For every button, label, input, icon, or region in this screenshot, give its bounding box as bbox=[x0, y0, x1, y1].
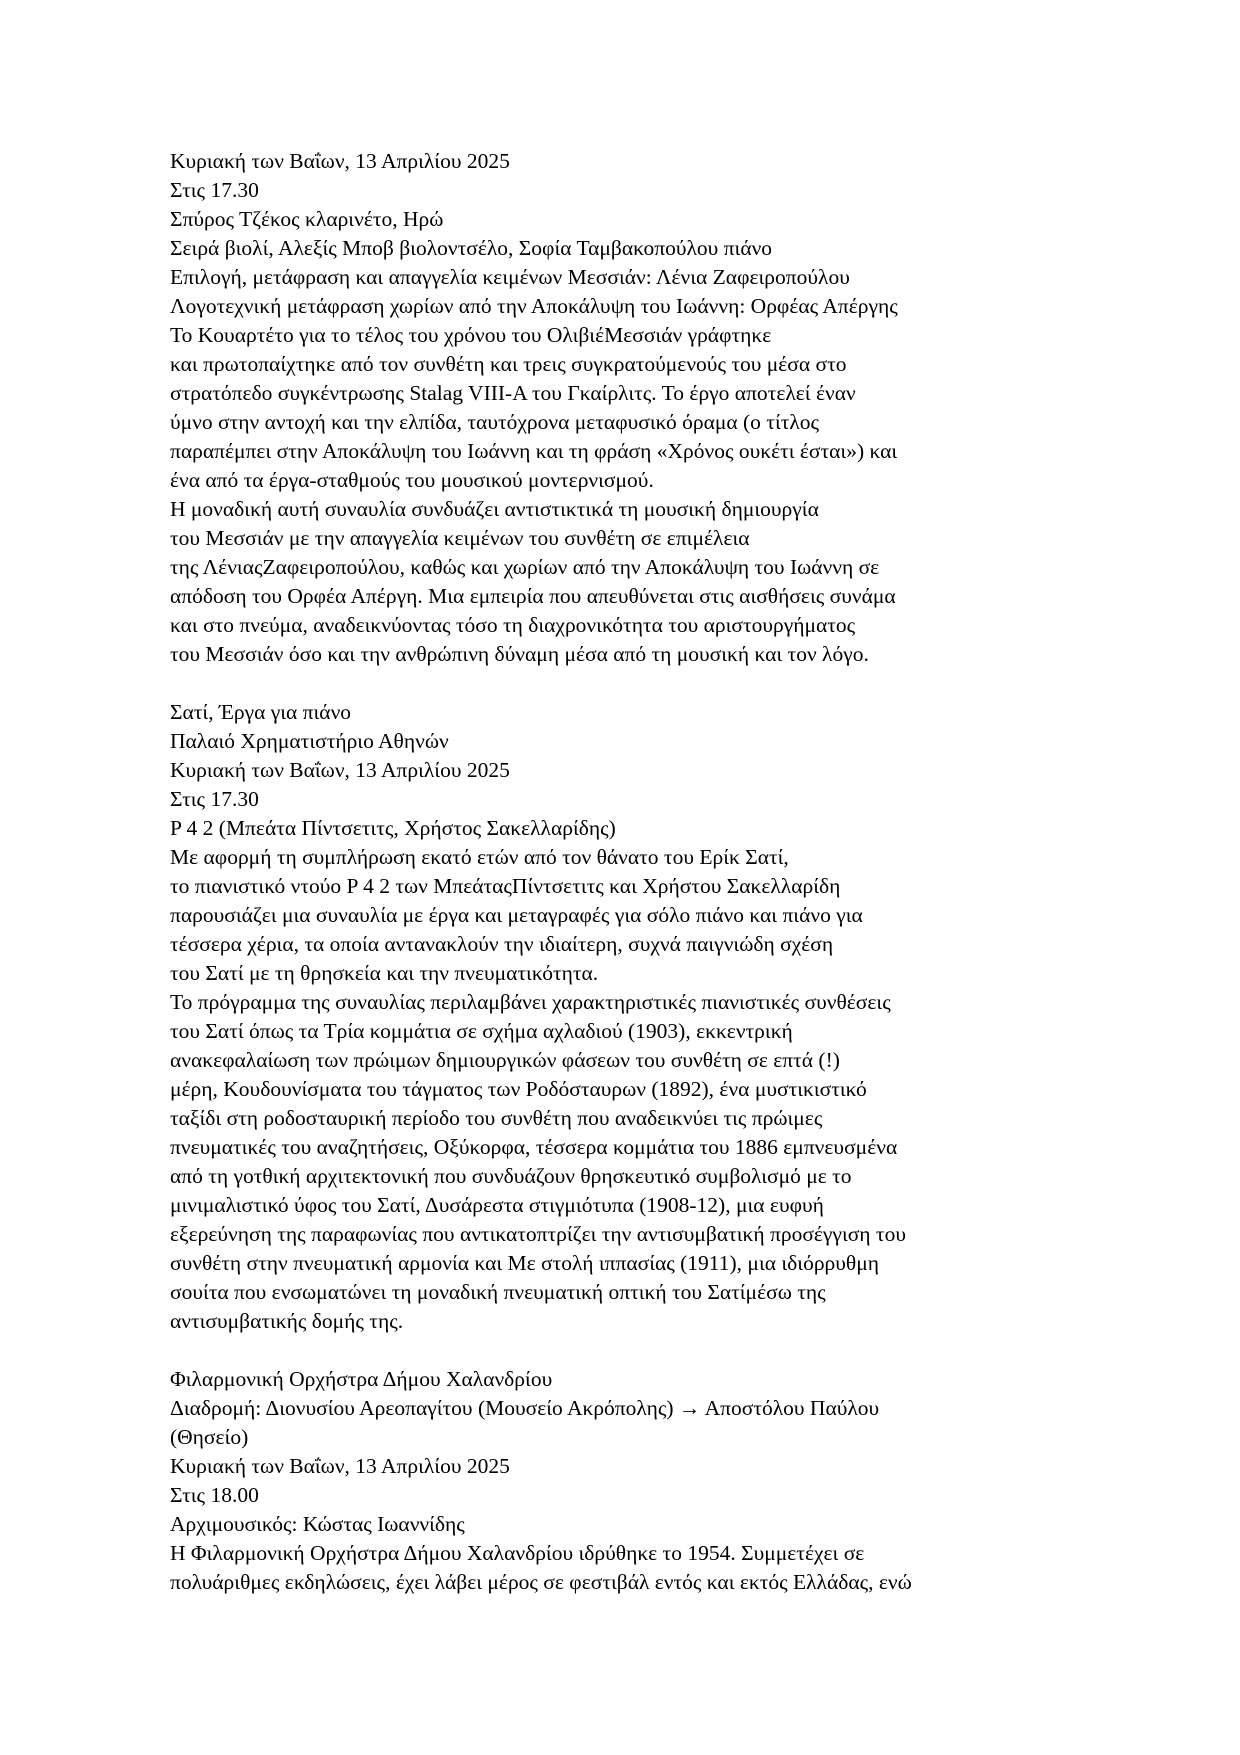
text-line: Σειρά βιολί, Αλεξίς Μποβ βιολοντσέλο, Σοφία Ταμβακοπούλου πιάνο bbox=[170, 236, 773, 260]
text-line: Η Φιλαρμονική Ορχήστρα Δήμου Χαλανδρίου ιδρύθηκε το 1954. Συμμετέχει σε bbox=[170, 1541, 865, 1565]
text-line: Διαδρομή: Διονυσίου Αρεοπαγίτου (Μουσείο Ακρόπολης) → Αποστόλου Παύλου bbox=[170, 1396, 880, 1420]
text-line: Σπύρος Τζέκος κλαρινέτο, Ηρώ bbox=[170, 207, 444, 231]
text-line: τέσσερα χέρια, τα οποία αντανακλούν την ιδιαίτερη, συχνά παιγνιώδη σχέση bbox=[170, 932, 834, 956]
text-line: Κυριακή των Βαΐων, 13 Απριλίου 2025 bbox=[170, 149, 510, 173]
text-line: P 4 2 (Μπεάτα Πίντσετιτς, Χρήστος Σακελλαρίδης) bbox=[170, 816, 616, 840]
text-line: παρουσιάζει μια συναυλία με έργα και μεταγραφές για σόλο πιάνο και πιάνο για bbox=[170, 903, 863, 927]
text-line: του Σατί όπως τα Τρία κομμάτια σε σχήμα αχλαδιού (1903), εκκεντρική bbox=[170, 1019, 793, 1043]
text-line: Το πρόγραμμα της συναυλίας περιλαμβάνει χαρακτηριστικές πιανιστικές συνθέσεις bbox=[170, 990, 891, 1014]
text-line: από τη γοτθική αρχιτεκτονική που συνδυάζουν θρησκευτικό συμβολισμό με το bbox=[170, 1164, 852, 1188]
text-line: ανακεφαλαίωση των πρώιμων δημιουργικών φάσεων του συνθέτη σε επτά (!) bbox=[170, 1048, 840, 1072]
text-line: μινιμαλιστικό ύφος του Σατί, Δυσάρεστα στιγμιότυπα (1908-12), μια ευφυή bbox=[170, 1193, 824, 1217]
document-content bbox=[170, 147, 1130, 1597]
text-line: Το Κουαρτέτο για το τέλος του χρόνου του ΟλιβιέΜεσσιάν γράφτηκε bbox=[170, 323, 772, 347]
text-line: ένα από τα έργα-σταθμούς του μουσικού μοντερνισμού. bbox=[170, 468, 654, 492]
event-section-1 bbox=[170, 147, 1130, 669]
text-line: Επιλογή, μετάφραση και απαγγελία κειμένων Μεσσιάν: Λένια Ζαφειροπούλου bbox=[170, 265, 850, 289]
text-line: απόδοση του Ορφέα Απέργη. Μια εμπειρία που απευθύνεται στις αισθήσεις συνάμα bbox=[170, 584, 896, 608]
text-line: εξερεύνηση της παραφωνίας που αντικατοπτρίζει την αντισυμβατική προσέγγιση του bbox=[170, 1222, 906, 1246]
text-line: του Μεσσιάν όσο και την ανθρώπινη δύναμη μέσα από τη μουσική και τον λόγο. bbox=[170, 642, 869, 666]
text-line: στρατόπεδο συγκέντρωσης Stalag VIII-A του Γκαίρλιτς. Το έργο αποτελεί έναν bbox=[170, 381, 856, 405]
text-line: μέρη, Κουδουνίσματα του τάγματος των Ροδόσταυρων (1892), ένα μυστικιστικό bbox=[170, 1077, 867, 1101]
text-line: Κυριακή των Βαΐων, 13 Απριλίου 2025 bbox=[170, 1454, 510, 1478]
text-line: της ΛένιαςΖαφειροπούλου, καθώς και χωρίων από την Αποκάλυψη του Ιωάννη σε bbox=[170, 555, 880, 579]
text-line: πολυάριθμες εκδηλώσεις, έχει λάβει μέρος σε φεστιβάλ εντός και εκτός Ελλάδας, ενώ bbox=[170, 1570, 912, 1594]
text-line: Στις 18.00 bbox=[170, 1483, 259, 1507]
text-line: και στο πνεύμα, αναδεικνύοντας τόσο τη διαχρονικότητα του αριστουργήματος bbox=[170, 613, 856, 637]
text-line: Στις 17.30 bbox=[170, 787, 259, 811]
text-line: Φιλαρμονική Ορχήστρα Δήμου Χαλανδρίου bbox=[170, 1367, 553, 1391]
text-line: πνευματικές του αναζητήσεις, Οξύκορφα, τέσσερα κομμάτια του 1886 εμπνευσμένα bbox=[170, 1135, 898, 1159]
text-line: ύμνο στην αντοχή και την ελπίδα, ταυτόχρονα μεταφυσικό όραμα (ο τίτλος bbox=[170, 410, 820, 434]
text-line: το πιανιστικό ντούο P 4 2 των ΜπεάταςΠίντσετιτς και Χρήστου Σακελλαρίδη bbox=[170, 874, 841, 898]
text-line: του Μεσσιάν με την απαγγελία κειμένων του συνθέτη σε επιμέλεια bbox=[170, 526, 750, 550]
text-line: συνθέτη στην πνευματική αρμονία και Με στολή ιππασίας (1911), μια ιδιόρρυθμη bbox=[170, 1251, 879, 1275]
text-line: (Θησείο) bbox=[170, 1425, 249, 1449]
text-line: Με αφορμή τη συμπλήρωση εκατό ετών από τον θάνατο του Ερίκ Σατί, bbox=[170, 845, 789, 869]
text-line: παραπέμπει στην Αποκάλυψη του Ιωάννη και τη φράση «Χρόνος ουκέτι έσται») και bbox=[170, 439, 898, 463]
text-line: και πρωτοπαίχτηκε από τον συνθέτη και τρεις συγκρατούμενούς του μέσα στο bbox=[170, 352, 847, 376]
event-section-3 bbox=[170, 1365, 1130, 1597]
text-line: Στις 17.30 bbox=[170, 178, 259, 202]
text-line: Παλαιό Χρηματιστήριο Αθηνών bbox=[170, 729, 449, 753]
text-line: Λογοτεχνική μετάφραση χωρίων από την Αποκάλυψη του Ιωάννη: Ορφέας Απέργης bbox=[170, 294, 898, 318]
event-section-2 bbox=[170, 698, 1130, 1336]
text-line: σουίτα που ενσωματώνει τη μοναδική πνευματική οπτική του Σατίμέσω της bbox=[170, 1280, 826, 1304]
text-line: Κυριακή των Βαΐων, 13 Απριλίου 2025 bbox=[170, 758, 510, 782]
text-line: του Σατί με τη θρησκεία και την πνευματικότητα. bbox=[170, 961, 599, 985]
text-line: αντισυμβατικής δομής της. bbox=[170, 1309, 404, 1333]
text-line: Η μοναδική αυτή συναυλία συνδυάζει αντιστικτικά τη μουσική δημιουργία bbox=[170, 497, 819, 521]
text-line: ταξίδι στη ροδοσταυρική περίοδο του συνθέτη που αναδεικνύει τις πρώιμες bbox=[170, 1106, 823, 1130]
text-line: Σατί, Έργα για πιάνο bbox=[170, 700, 352, 724]
text-line: Αρχιμουσικός: Κώστας Ιωαννίδης bbox=[170, 1512, 465, 1536]
